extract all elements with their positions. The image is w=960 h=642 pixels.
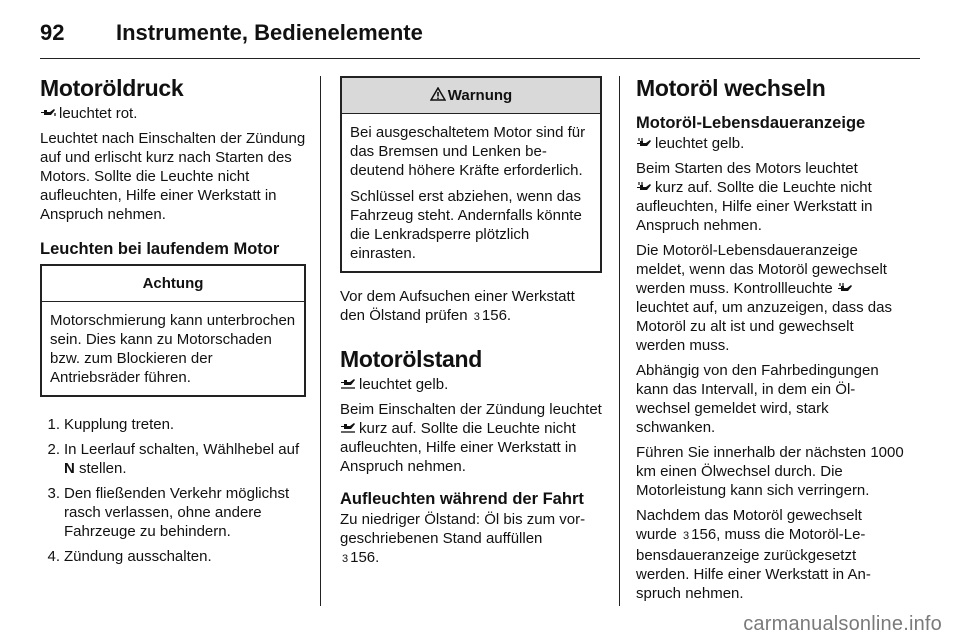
gear-selector-n: N: [64, 460, 75, 477]
oil-pressure-status: [40, 104, 306, 123]
warning-box: [340, 76, 602, 273]
reset-paragraph: Nachdem das Motoröl gewechselt wurde 3 156, muss die Motoröl-Lebensdaueranzeige zurückgesetzt werden. Hilfe einer Werkstatt in Anspruch nehmen.: [636, 507, 871, 602]
list-item: 3. Den fließenden Verkehr möglichst rasch verlassen, ohne andere Fahrzeuge zu behindern.: [47, 485, 290, 540]
interval-paragraph: Abhängig von den Fahrbedingungen kann das Intervall, in dem ein Ölwechsel gemeldet wird, stark schwanken.: [636, 362, 879, 436]
header-rule: [40, 58, 920, 59]
caution-box: [40, 264, 306, 397]
oil-pressure-paragraph: Leuchtet nach Einschalten der Zündung auf und erlischt kurz nach Starten des Motors. Sollte die Leuchte nicht aufleuchten, Hilfe einer Werkstatt in Anspruch nehmen.: [40, 130, 306, 223]
page-reference-arrow-icon: 3: [683, 530, 690, 542]
section-title-oil-pressure: Motoröldruck: [40, 75, 184, 101]
page-reference-arrow-icon: 3: [473, 311, 480, 323]
oil-check-paragraph: Vor dem Aufsuchen einer Werkstatt den Ölstand prüfen 3 156.: [340, 287, 602, 327]
section-title-oil-level: Motorölstand: [340, 346, 483, 372]
steps-list: [40, 415, 306, 566]
caution-title: Achtung: [42, 266, 304, 302]
warning-triangle-icon: [430, 87, 446, 101]
oil-life-status: leuchtet gelb.: [636, 134, 904, 153]
oil-life-icon: [636, 137, 652, 149]
page-reference[interactable]: 156,: [691, 526, 721, 543]
page-reference-arrow-icon: 3: [342, 553, 349, 565]
oil-pressure-status-text: leuchtet rot.: [59, 105, 138, 122]
oil-life-start-paragraph: Beim Starten des Motors leuchtet kurz auf. Sollte die Leuchte nicht aufleuchten, Hilfe einer Werkstatt in Anspruch nehmen.: [636, 160, 873, 234]
warning-text-2: Schlüssel erst abziehen, wenn das Fahrzeug steht. Andernfalls könnte die Lenkradsperre plötzlich einrasten.: [350, 188, 582, 262]
page-number: 92: [40, 20, 65, 45]
chapter-title: Instrumente, Bedienelemente: [116, 20, 423, 45]
oil-life-info-paragraph: Die Motoröl-Lebensdaueranzeige meldet, wenn das Motoröl gewechselt werden muss. Kontrollleuchte leuchtet auf, um anzuzeigen, dass das Motoröl zu alt ist und gewechselt werden muss.: [636, 242, 892, 354]
page-reference[interactable]: 156.: [350, 549, 380, 566]
subsection-title-oil-life: Motoröl-Lebensdaueranzeige: [636, 114, 866, 132]
section-title-oil-change: Motoröl wechseln: [636, 75, 826, 101]
column-divider-right: [619, 76, 620, 606]
warning-text-1: Bei ausgeschaltetem Motor sind für das Bremsen und Lenken bedeutend höhere Kräfte erforderlich.: [350, 124, 586, 179]
warning-title: Warnung: [447, 87, 513, 104]
oil-level-status: leuchtet gelb.: [340, 375, 602, 394]
watermark: carmanualsonline.info: [743, 613, 942, 635]
column-divider-left: [320, 76, 321, 606]
column-3: [636, 74, 904, 609]
caution-text: Motorschmierung kann unterbrochen sein. Dies kann zu Motorschaden bzw. zum Blockieren der Antriebsräder führen.: [50, 312, 296, 386]
oil-can-icon: [40, 107, 56, 119]
page-header: [40, 16, 920, 50]
warning-header: [342, 78, 600, 114]
oil-level-icon: [340, 378, 356, 390]
oil-change-paragraph: Führen Sie innerhalb der nächsten 1000 km einen Ölwechsel durch. Die Motorleistung kann sich verringern.: [636, 444, 904, 499]
oil-level-icon: [340, 422, 356, 434]
subsection-title-running-engine: Leuchten bei laufendem Motor: [40, 240, 280, 258]
list-item: 2. In Leerlauf schalten, Wählhebel auf N stellen.: [47, 441, 300, 477]
list-item: 1. Kupplung treten.: [47, 416, 175, 433]
oil-level-paragraph: Beim Einschalten der Zündung leuchtet kurz auf. Sollte die Leuchte nicht aufleuchten, Hilfe einer Werkstatt in Anspruch nehmen.: [340, 401, 602, 475]
subsection-title-while-driving: Aufleuchten während der Fahrt: [340, 490, 584, 508]
oil-life-icon: [837, 282, 853, 294]
oil-life-icon: [636, 181, 652, 193]
low-oil-paragraph: Zu niedriger Ölstand: Öl bis zum vorgeschriebenen Stand auffüllen 3 156.: [340, 510, 602, 569]
column-1: [40, 74, 306, 572]
list-item: 4. Zündung ausschalten.: [47, 548, 212, 565]
column-2: [340, 74, 602, 575]
page-reference[interactable]: 156.: [481, 307, 512, 324]
